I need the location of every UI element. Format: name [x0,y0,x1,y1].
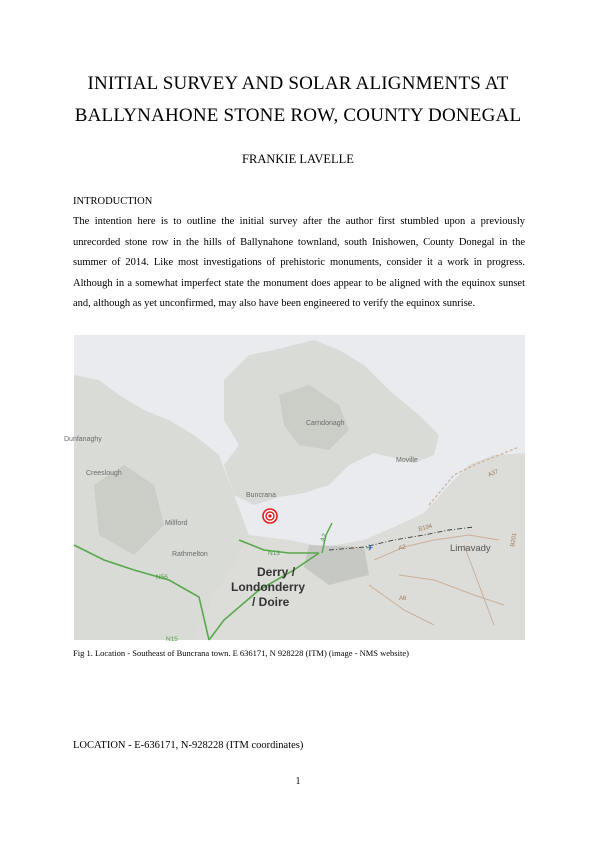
road-label-a2-east: A2 [398,544,407,552]
city-label-line-3: / Doire [252,595,290,609]
page-number: 1 [295,776,301,787]
airport-icon: ✈ [366,543,374,553]
place-label-limavady: Limavady [450,543,491,554]
road-label-n13: N13 [268,550,280,557]
introduction-heading: INTRODUCTION [73,196,153,207]
road-label-a2: A2 [319,532,329,543]
place-label-buncrana: Buncrana [246,492,276,499]
location-line: LOCATION - E-636171, N-928228 (ITM coordinates) [73,740,304,751]
map-svg [64,335,525,643]
title-line-1: INITIAL SURVEY AND SOLAR ALIGNMENTS AT [87,73,509,94]
place-label-milford: Millford [165,520,188,527]
place-label-creeslough: Creeslough [86,470,122,477]
road-label-b201: B201 [510,532,519,548]
introduction-paragraph: The intention here is to outline the initial survey after the author first stumbled upon a previously unrecorded stone row in the hills of Ballynahone townland, south Inishowen, County Donegal in the summer of 2014. Like most investigations of prehistoric monuments, consider it a work in progress. Although in a somewhat imperfect state the monument does appear to be aligned with the equinox sunset and, although as yet unconfirmed, may also have been engineered to verify the equinox sunrise. [73,216,525,310]
place-label-rathmelton: Rathmelton [172,551,208,558]
road-label-a37: A37 [487,468,500,479]
place-label-dunfanaghy: Dunfanaghy [64,436,102,443]
road-label-a6: A6 [399,596,407,602]
city-label-line-2: Londonderry [231,580,305,594]
location-map [64,335,525,643]
place-label-carndonagh: Carndonagh [306,420,345,427]
figure-caption: Fig 1. Location - Southeast of Buncrana town. E 636171, N 928228 (ITM) (image - NMS website) [73,648,409,658]
place-label-moville: Moville [396,457,418,464]
road-label-b194: B194 [417,523,434,533]
road-label-n56: N56 [156,574,168,581]
city-label-line-1: Derry / [257,565,296,579]
title-line-2: BALLYNAHONE STONE ROW, COUNTY DONEGAL [74,105,522,126]
location-marker-icon [263,509,277,523]
author-name: FRANKIE LAVELLE [242,152,354,166]
road-label-n15: N15 [166,636,178,643]
